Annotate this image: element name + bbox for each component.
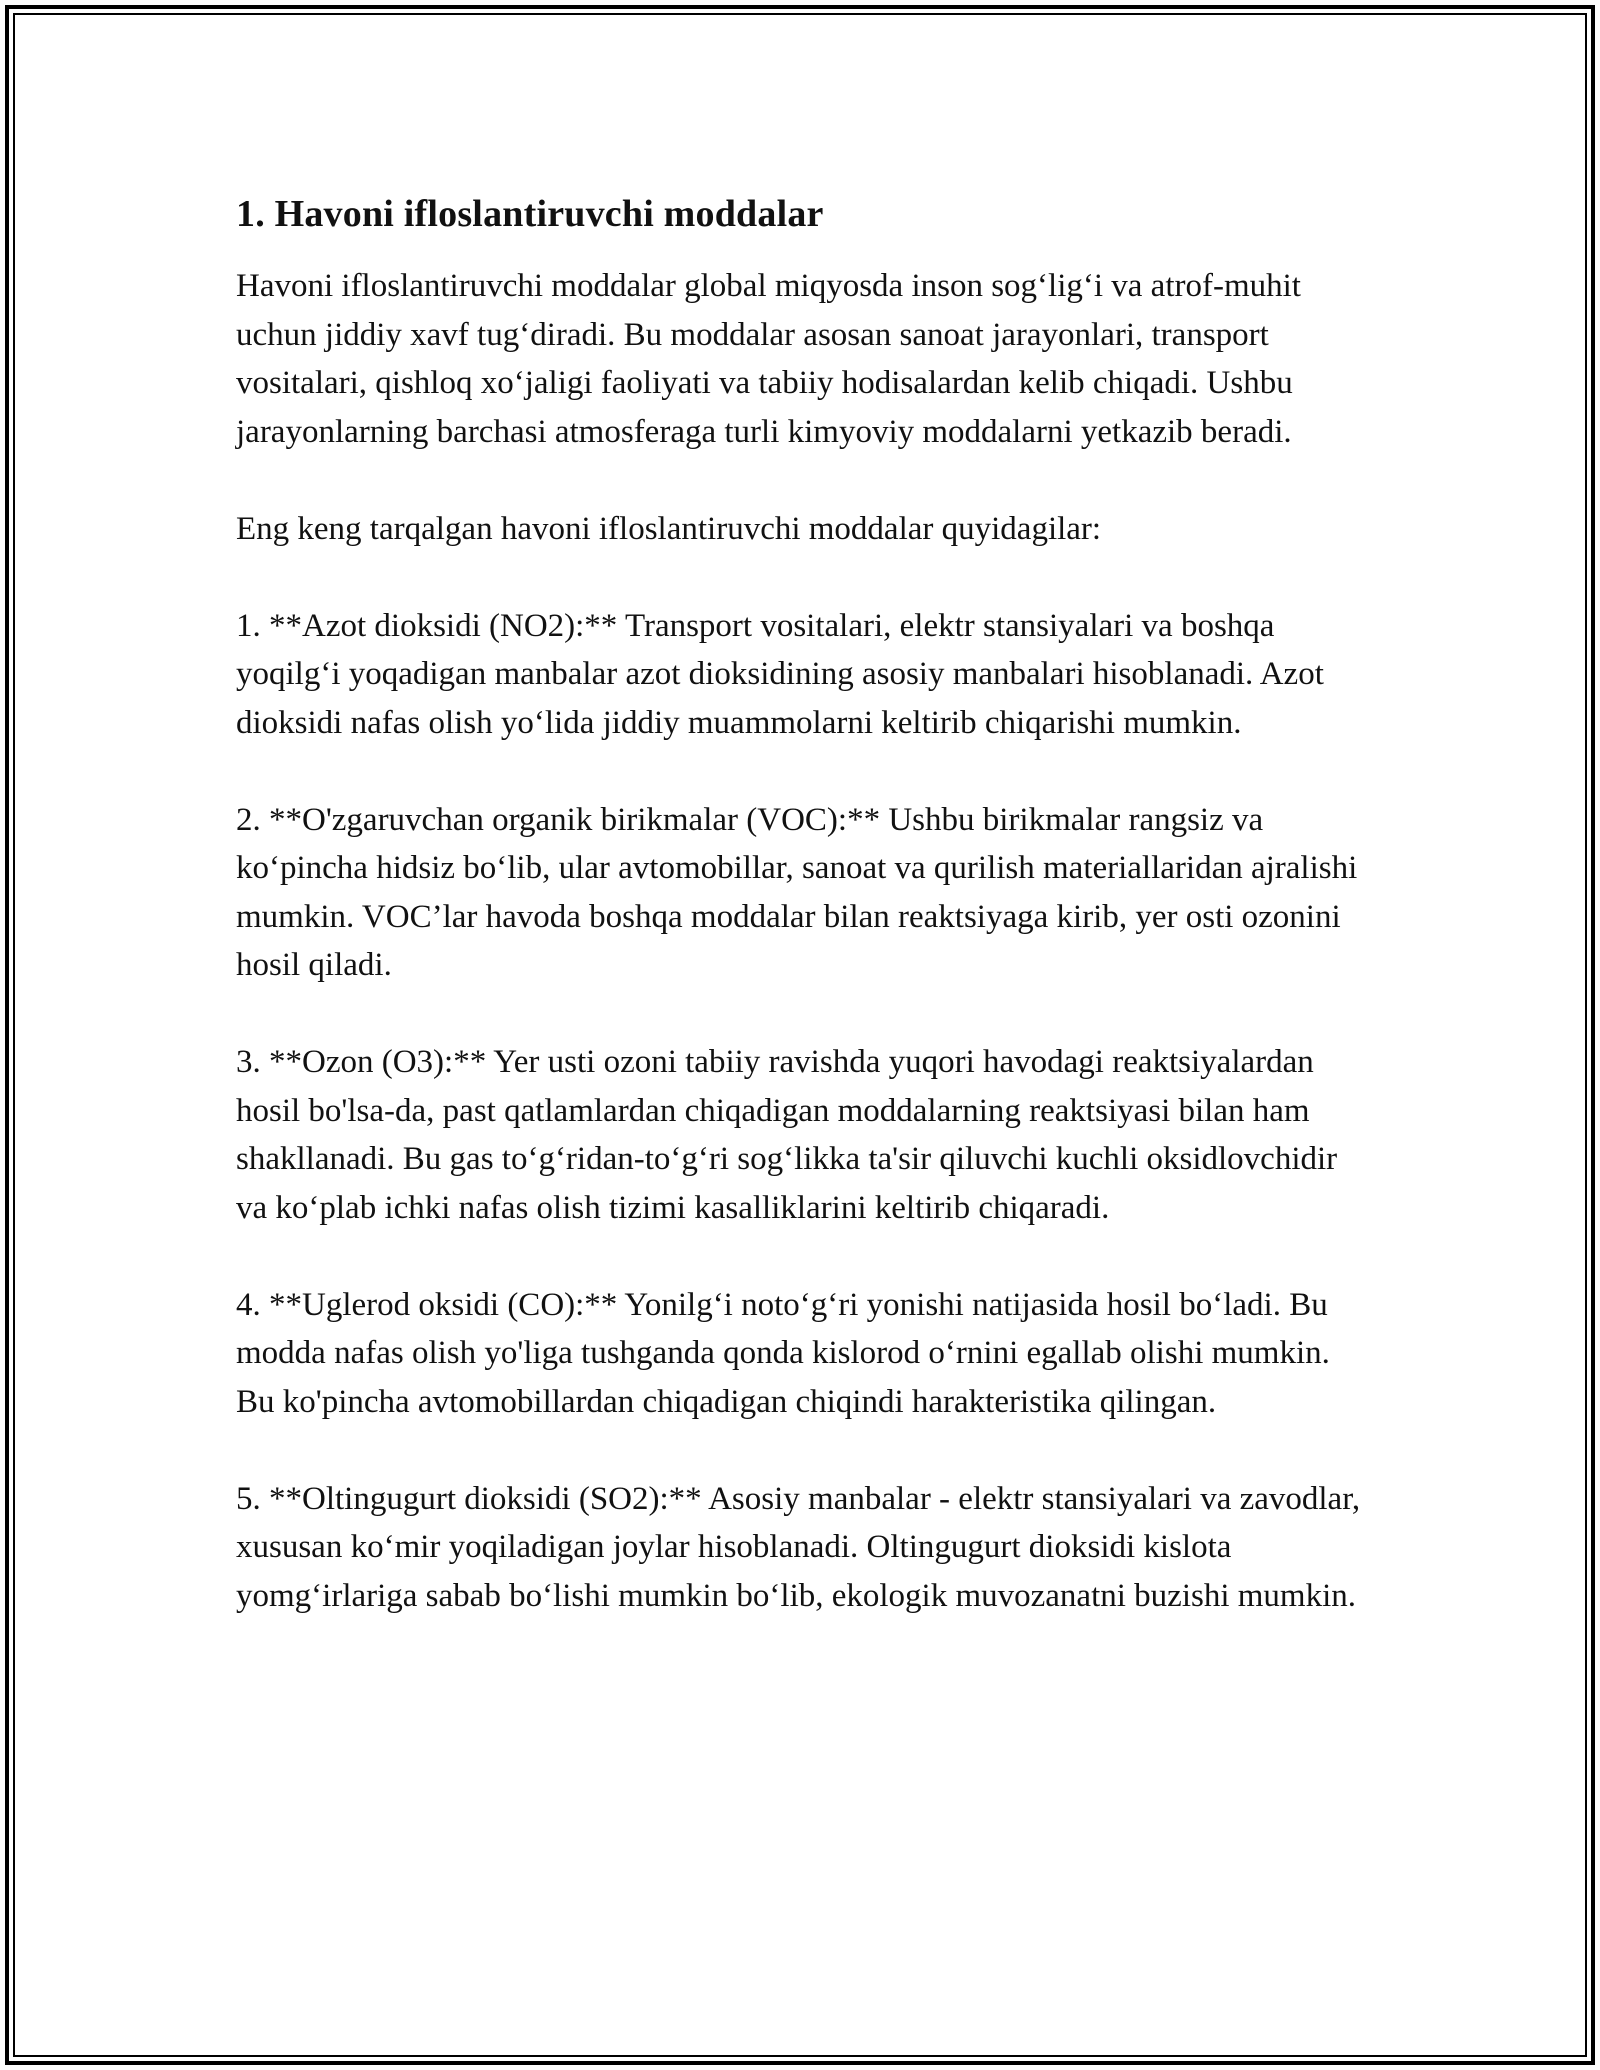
pollutant-item-no2: 1. **Azot dioksidi (NO2):** Transport vositalari, elektr stansiyalari va boshqa yoqilg‘i yoqadigan manbalar azot dioksidining asosiy manbalari hisoblanadi. Azot dioksidi nafas olish yo‘lida jiddiy muammolarni keltirib chiqarishi mumkin. [236, 607, 1324, 741]
intro-paragraph: Havoni ifloslantiruvchi moddalar global miqyosda inson sog‘lig‘i va atrof-muhit uchun jiddiy xavf tug‘diradi. Bu moddalar asosan sanoat jarayonlari, transport vositalari, qishloq xo‘jaligi faoliyati va tabiiy hodisalardan kelib chiqadi. Ushbu jarayonlarning barchasi atmosferaga turli kimyoviy moddalarni yetkazib beradi. [236, 268, 1301, 450]
pollutant-item-voc: 2. **O'zgaruvchan organik birikmalar (VOC):** Ushbu birikmalar rangsiz va ko‘pincha hidsiz bo‘lib, ular avtomobillar, sanoat va qurilish materiallaridan ajralishi mumkin. VOC’lar havoda boshqa moddalar bilan reaktsiyaga kirib, yer osti ozonini hosil qiladi. [236, 801, 1358, 983]
list-intro-paragraph: Eng keng tarqalgan havoni ifloslantiruvchi moddalar quyidagilar: [236, 510, 1102, 547]
pollutant-item-co: 4. **Uglerod oksidi (CO):** Yonilg‘i noto‘g‘ri yonishi natijasida hosil bo‘ladi. Bu modda nafas olish yo'liga tushganda qonda kislorod o‘rnini egallab olishi mumkin. Bu ko'pincha avtomobillardan chiqadigan chiqindi harakteristika qilingan. [236, 1286, 1330, 1420]
section-title: 1. Havoni ifloslantiruvchi moddalar [236, 193, 824, 235]
pollutant-item-so2: 5. **Oltingugurt dioksidi (SO2):** Asosiy manbalar - elektr stansiyalari va zavodlar, xususan ko‘mir yoqiladigan joylar hisoblanadi. Oltingugurt dioksidi kislota yomg‘irlariga sabab bo‘lishi mumkin bo‘lib, ekologik muvozanatni buzishi mumkin. [236, 1480, 1361, 1614]
document-body [236, 190, 1366, 1669]
pollutant-item-o3: 3. **Ozon (O3):** Yer usti ozoni tabiiy ravishda yuqori havodagi reaktsiyalardan hosil bo'lsa-da, past qatlamlardan chiqadigan moddalarning reaktsiyasi bilan ham shakllanadi. Bu gas to‘g‘ridan-to‘g‘ri sog‘likka ta'sir qiluvchi kuchli oksidlovchidir va ko‘plab ichki nafas olish tizimi kasalliklarini keltirib chiqaradi. [236, 1044, 1338, 1226]
